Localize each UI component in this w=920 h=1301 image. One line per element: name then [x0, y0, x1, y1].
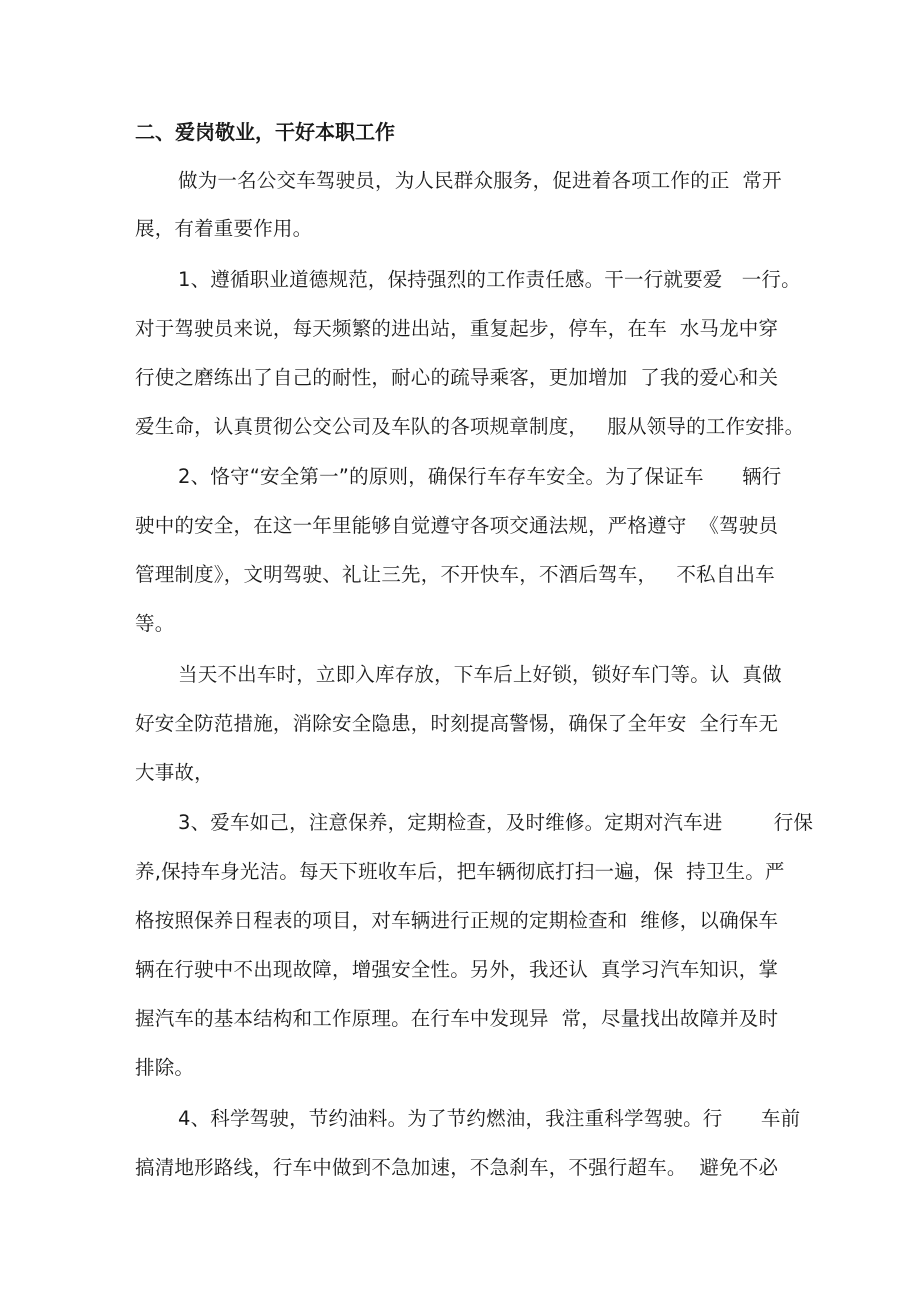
paragraph-line: 大事故，: [135, 761, 214, 784]
paragraph-line: 对于驾驶员来说，每天频繁的进出站，重复起步，停车，在车 水马龙中穿: [135, 317, 779, 340]
paragraph-line: 搞清地形路线，行车中做到不急加速，不急刹车，不强行超车。 避免不必: [135, 1156, 779, 1179]
paragraph-line: 管理制度》，文明驾驶、礼让三先，不开快车，不酒后驾车， 不私自出车: [135, 563, 775, 586]
paragraph-line: 4、科学驾驶，节约油料。为了节约燃油，我注重科学驾驶。行 车前: [178, 1107, 801, 1130]
paragraph-line: 等。: [135, 612, 175, 635]
paragraph-line: 展，有着重要作用。: [135, 217, 313, 240]
paragraph-line: 3、爱车如己，注意保养，定期检查，及时维修。定期对汽车进 行保: [178, 811, 814, 834]
paragraph-line: 1、遵循职业道德规范，保持强烈的工作责任感。干一行就要爱 一行。: [178, 268, 801, 291]
paragraph-line: 握汽车的基本结构和工作原理。在行车中发现异 常，尽量找出故障并及时: [135, 1007, 779, 1030]
paragraph-line: 格按照保养日程表的项目，对车辆进行正规的定期检查和 维修，以确保车: [135, 909, 779, 932]
paragraph-line: 驶中的安全，在这一年里能够自觉遵守各项交通法规，严格遵守 《驾驶员: [135, 514, 779, 537]
paragraph-line: 2、恪守“安全第一”的原则，确保行车存车安全。为了保证车 辆行: [178, 465, 782, 488]
paragraph-line: 爱生命，认真贯彻公交公司及车队的各项规章制度， 服从领导的工作安排。: [135, 415, 805, 438]
paragraph-line: 好安全防范措施，消除安全隐患，时刻提高警惕，确保了全年安 全行车无: [135, 712, 779, 735]
paragraph-line: 排除。: [135, 1056, 195, 1079]
paragraph-line: 行使之磨练出了自己的耐性，耐心的疏导乘客，更加增加 了我的爱心和关: [135, 366, 779, 389]
paragraph-line: 辆在行驶中不出现故障，增强安全性。另外，我还认 真学习汽车知识，掌: [135, 958, 779, 981]
paragraph-line: 当天不出车时，立即入库存放，下车后上好锁，锁好车门等。认 真做: [178, 663, 782, 686]
paragraph-line: 做为一名公交车驾驶员，为人民群众服务，促进着各项工作的正 常开: [178, 169, 782, 192]
paragraph-line: 养,保持车身光洁。每天下班收车后，把车辆彻底打扫一遍，保 持卫生。严: [135, 860, 785, 883]
section-heading: 二、爱岗敬业，干好本职工作: [135, 120, 395, 144]
